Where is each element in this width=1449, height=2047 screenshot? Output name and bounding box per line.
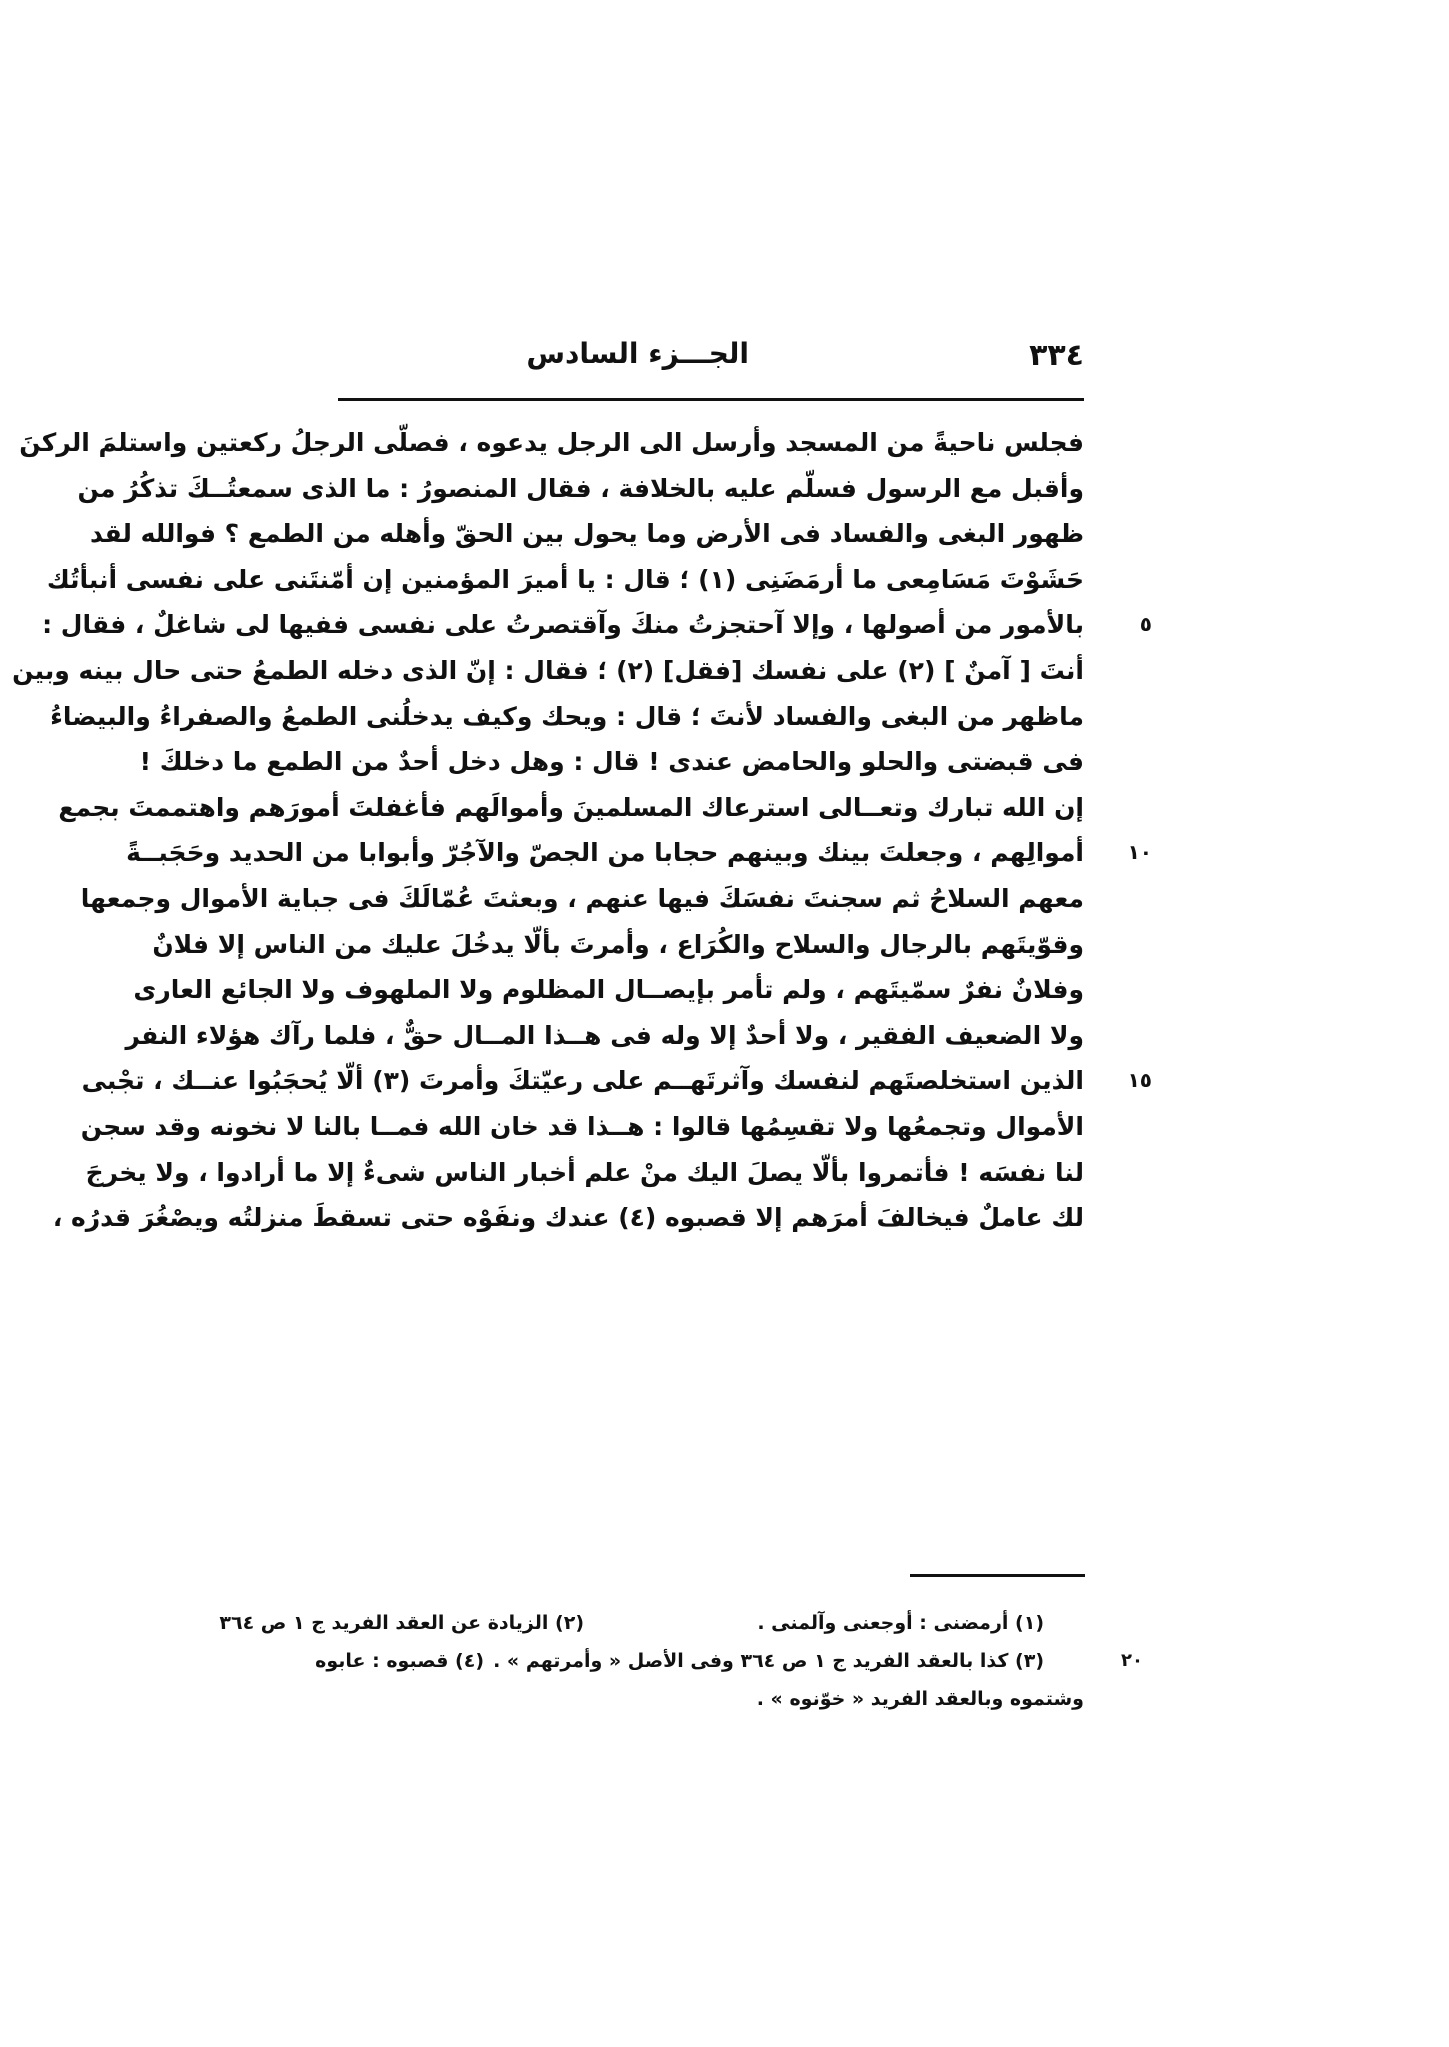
line-text: ظهور البغى والفساد فى الأرض وما يحول بين الحقّ وأهله من الطمع ؟ فوالله لقد xyxy=(90,519,1084,549)
text-line xyxy=(90,511,1084,557)
footnote-2: (٢) الزيادة عن العقد الفريد ج ١ ص ٣٦٤ xyxy=(219,1612,584,1634)
line-text: بالأمور من أصولها ، وإلا آحتجزتُ منكَ وآقتصرتُ على نفسى ففيها لى شاغلٌ ، فقال : xyxy=(42,610,1084,640)
line-text: لك عاملٌ فيخالفَ أمرَهم إلا قصبوه (٤) عندك ونفَوْه حتى تسقطَ منزلتُه ويصْغُرَ قدرُه ، xyxy=(52,1203,1084,1233)
footnote-line xyxy=(219,1604,1084,1642)
text-line xyxy=(81,1058,1152,1104)
header-rule xyxy=(338,398,1084,401)
text-line xyxy=(42,602,1152,648)
footnote-line xyxy=(315,1642,1143,1680)
text-line xyxy=(152,922,1084,968)
line-number-marker: ٢٠ xyxy=(1121,1650,1143,1671)
line-text: فجلس ناحيةً من المسجد وأرسل الى الرجل يدعوه ، فصلّى الرجلُ ركعتين واستلمَ الركنَ xyxy=(19,428,1084,457)
line-number-marker: ١٠ xyxy=(1127,840,1152,865)
line-text: ماظهر من البغى والفساد لأنتَ ؛ قال : ويحك وكيف يدخلُنى الطمعُ والصفراءُ والبيضاءُ xyxy=(50,701,1084,731)
line-text: حَشَوْتَ مَسَامِعى ما أرمَضَنِى (١) ؛ قال : يا أميرَ المؤمنين إن أمّنتَنى على نفسى أنبأتُك xyxy=(46,564,1084,594)
text-line xyxy=(80,876,1084,922)
text-line xyxy=(58,785,1084,831)
text-line xyxy=(19,420,1084,466)
text-line xyxy=(52,1195,1084,1241)
line-text: إن الله تبارك وتعــالى استرعاك المسلمينَ وأموالَهم فأغفلتَ أمورَهم واهتممتَ بجمع xyxy=(58,792,1084,822)
footnote-4-continued: وشتموه وبالعقد الفريد « خوّنوه » . xyxy=(756,1688,1084,1710)
text-line xyxy=(46,557,1084,603)
footnote-line xyxy=(340,1680,1084,1718)
line-text: ولا الضعيف الفقير ، ولا أحدٌ إلا وله فى هــذا المــال حقٌّ ، فلما رآك هؤلاء النفر xyxy=(125,1020,1084,1050)
footnote-3: (٣) كذا بالعقد الفريد ج ١ ص ٣٦٤ وفى الأصل « وأمرتهم » . xyxy=(493,1650,1044,1672)
footnote-1: (١) أرمضنى : أوجعنى وآلمنى . xyxy=(757,1612,1044,1634)
text-line xyxy=(77,466,1084,512)
text-line xyxy=(139,739,1084,785)
footnote-4: (٤) قصبوه : عابوه xyxy=(315,1650,484,1672)
text-line xyxy=(85,1150,1084,1196)
footnotes xyxy=(219,1604,1143,1718)
line-text: لنا نفسَه ! فأتمروا بألّا يصلَ اليك منْ علم أخبار الناس شىءٌ إلا ما أرادوا ، ولا يخرجَ xyxy=(85,1157,1084,1187)
line-text: أنتَ [ آمنٌ ] (٢) على نفسك [فقل] (٢) ؛ فقال : إنّ الذى دخله الطمعُ حتى حال بينه وبين xyxy=(12,655,1084,685)
text-line xyxy=(50,694,1084,740)
body-text xyxy=(12,420,1152,1241)
line-text: الأموال وتجمعُها ولا تقسِمُها قالوا : هــذا قد خان الله فمــا بالنا لا نخونه وقد سجن xyxy=(80,1111,1084,1141)
running-title: الجـــزء السادس xyxy=(526,337,749,370)
footnote-rule xyxy=(910,1574,1085,1577)
line-text: وفلانٌ نفرٌ سمّيتَهم ، ولم تأمر بإيصــال المظلوم ولا الملهوف ولا الجائع العارى xyxy=(133,975,1084,1005)
line-text: وأقبل مع الرسول فسلّم عليه بالخلافة ، فقال المنصورُ : ما الذى سمعتُــكَ تذكُرُ من xyxy=(77,473,1084,503)
line-number-marker: ٥ xyxy=(1139,612,1152,637)
text-line xyxy=(125,1013,1084,1059)
line-number-marker: ١٥ xyxy=(1127,1068,1152,1093)
line-text: وقوّيتَهم بالرجال والسلاح والكُرَاع ، وأمرتَ بألّا يدخُلَ عليك من الناس إلا فلانٌ xyxy=(152,929,1084,959)
text-line xyxy=(12,648,1084,694)
text-line xyxy=(126,830,1152,876)
page-header xyxy=(338,326,1084,386)
line-text: معهم السلاحُ ثم سجنتَ نفسَكَ فيها عنهم ، وبعثتَ عُمّالَكَ فى جباية الأموال وجمعها xyxy=(80,883,1084,913)
line-text: فى قبضتى والحلو والحامض عندى ! قال : وهل دخل أحدٌ من الطمع ما دخلكَ ! xyxy=(139,747,1084,777)
text-line xyxy=(133,967,1084,1013)
line-text: أموالِهم ، وجعلتَ بينك وبينهم حجابا من الجصّ والآجُرّ وأبوابا من الحديد وحَجَبــةً xyxy=(126,838,1084,868)
page-number: ٣٣٤ xyxy=(1029,338,1084,373)
line-text: الذين استخلصتَهم لنفسك وآثرتَهــم على رعيّتكَ وأمرتَ (٣) ألّا يُحجَبُوا عنــك ، تجْبى xyxy=(81,1066,1084,1096)
text-line xyxy=(80,1104,1084,1150)
